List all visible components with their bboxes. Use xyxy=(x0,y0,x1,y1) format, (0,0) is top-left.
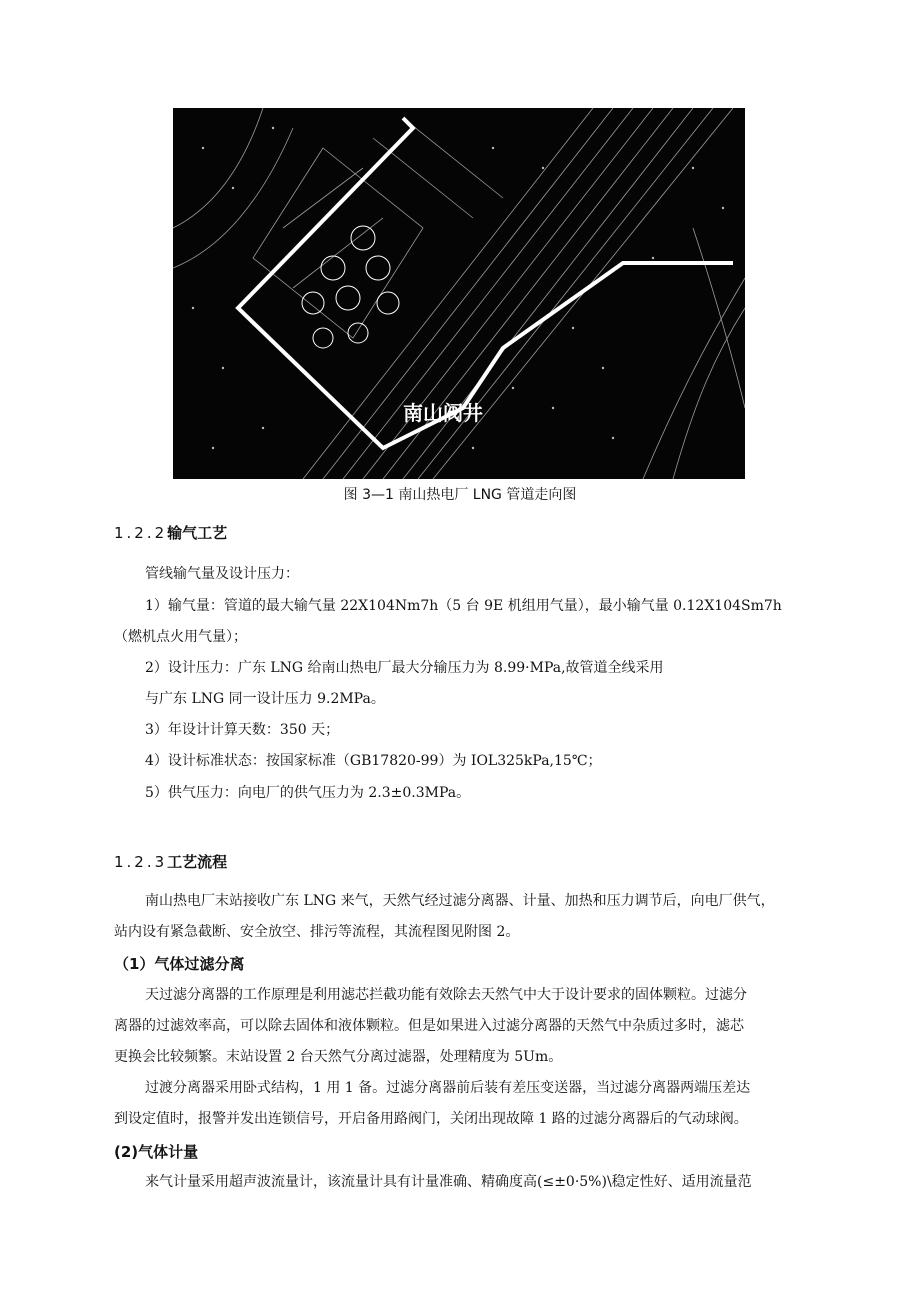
list-item: 2）设计压力：广东 LNG 给南山热电厂最大分输压力为 8.99·MPa,故管道全线采用 xyxy=(145,660,664,676)
paragraph-line: 更换会比较频繁。末站设置 2 台天然气分离过滤器，处理精度为 5Um。 xyxy=(114,1049,563,1065)
map-location-label: 南山阀井 xyxy=(403,401,483,425)
section-heading-123: 1.2.3工艺流程 xyxy=(114,853,228,871)
pipeline-route-map xyxy=(173,108,745,479)
paragraph-line: 离器的过滤效率高，可以除去固体和液体颗粒。但是如果进入过滤分离器的天然气中杂质过多时，滤芯 xyxy=(114,1018,744,1034)
paragraph-line: 过渡分离器采用卧式结构，1 用 1 备。过滤分离器前后装有差压变送器，当过滤分离器两端压差达 xyxy=(145,1080,751,1096)
paragraph-line: 天过滤分离器的工作原理是利用滤芯拦截功能有效除去天然气中大于设计要求的固体颗粒。过滤分 xyxy=(145,987,747,1003)
paragraph-line: 来气计量采用超声波流量计，该流量计具有计量准确、精确度高(≤±0·5%)\稳定性好、适用流量范 xyxy=(145,1174,752,1190)
section-intro: 管线输气量及设计压力： xyxy=(145,566,299,582)
list-item: 5）供气压力：向电厂的供气压力为 2.3±0.3MPa。 xyxy=(145,785,471,801)
paragraph-line: 南山热电厂末站接收广东 LNG 来气，天然气经过滤分离器、计量、加热和压力调节后，向电厂供气， xyxy=(145,893,775,909)
list-item: 3）年设计计算天数：350 天； xyxy=(145,722,340,738)
figure-caption: 图 3—1 南山热电厂 LNG 管道走向图 xyxy=(343,487,577,503)
section-heading-122: 1.2.2输气工艺 xyxy=(114,524,228,542)
list-item: 1）输气量：管道的最大输气量 22X104Nm7h（5 台 9E 机组用气量），最小输气量 0.12X104Sm7h xyxy=(145,598,782,614)
paragraph-line: 站内设有紧急截断、安全放空、排污等流程，其流程图见附图 2。 xyxy=(114,924,520,940)
list-item-continued: （燃机点火用气量）； xyxy=(114,629,247,645)
paragraph-line: 到设定值时，报警并发出连锁信号，开启备用路阀门，关闭出现故障 1 路的过滤分离器后的气动球阀。 xyxy=(114,1111,748,1127)
map-drawing xyxy=(173,108,745,479)
list-item-continued: 与广东 LNG 同一设计压力 9.2MPa。 xyxy=(145,691,385,707)
subsection-title: (2)气体计量 xyxy=(114,1143,199,1161)
subsection-title: （1）气体过滤分离 xyxy=(114,955,245,973)
list-item: 4）设计标准状态：按国家标准（GB17820-99）为 IOL325kPa,15℃； xyxy=(145,753,602,769)
